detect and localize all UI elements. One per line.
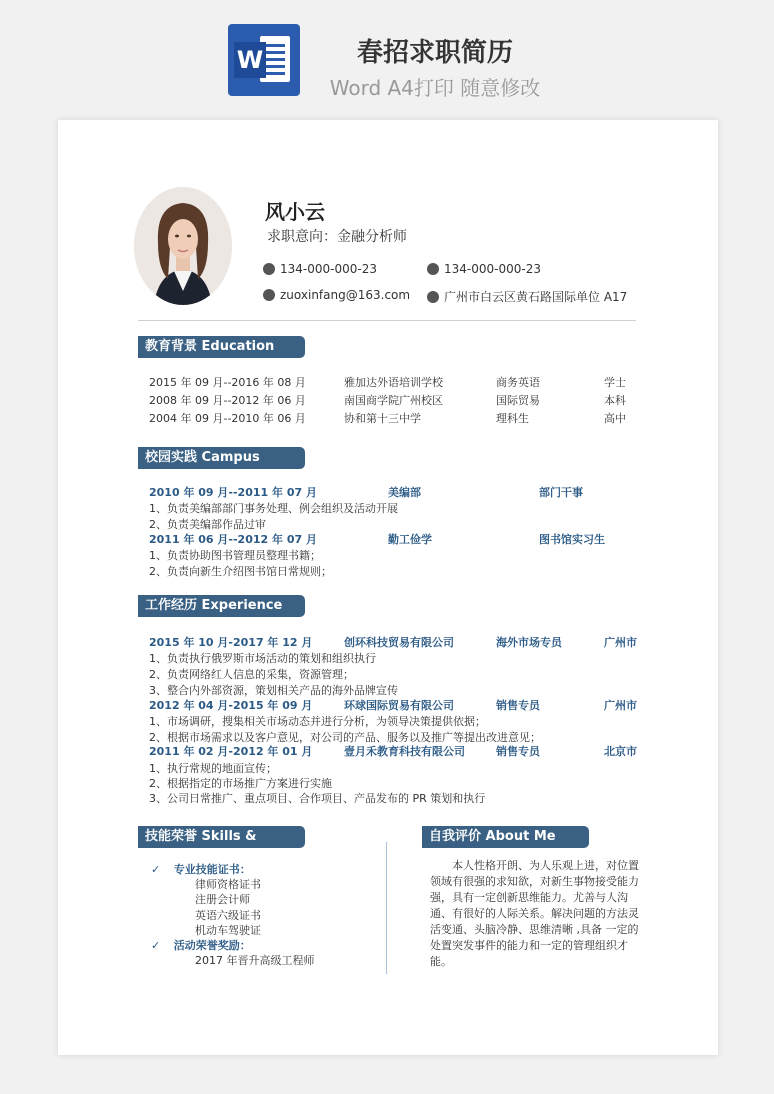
work-1-period: 2015 年 10 月-2017 年 12 月 — [149, 636, 313, 649]
address-text: 广州市白云区黄石路国际单位 A17 — [444, 290, 628, 304]
work-2-item-1: 1、市场调研，搜集相关市场动态并进行分析，为领导决策提供依据； — [149, 715, 486, 728]
work-1-role: 海外市场专员 — [496, 636, 562, 649]
phone-2 — [427, 262, 541, 276]
check-icon: ✓ — [151, 939, 161, 952]
campus-1-period: 2010 年 09 月--2011 年 07 月 — [149, 486, 317, 499]
work-3-period: 2011 年 02 月-2012 年 01 月 — [149, 745, 313, 758]
campus-2-period: 2011 年 06 月--2012 年 07 月 — [149, 533, 317, 546]
wechat-icon — [427, 263, 439, 275]
edu-3-major: 理科生 — [496, 412, 529, 425]
job-intent: 求职意向：金融分析师 — [267, 229, 407, 245]
edu-1-degree: 学士 — [604, 376, 626, 389]
campus-1-role: 部门干事 — [539, 486, 583, 499]
work-1-item-1: 1、负责执行俄罗斯市场活动的策划和组织执行 — [149, 652, 376, 665]
skills-group-1 — [151, 861, 251, 877]
resume-page — [58, 120, 718, 1055]
work-3-company: 壹月禾教育科技有限公司 — [344, 745, 465, 758]
skills-group-2-label: 活动荣誉奖励： — [173, 939, 251, 952]
banner-title: 春招求职简历 — [356, 38, 513, 68]
work-3-role: 销售专员 — [496, 745, 540, 758]
work-1-item-2: 2、负责网络红人信息的采集，资源管理； — [149, 668, 354, 681]
edu-3-school: 协和第十三中学 — [344, 412, 421, 425]
location-icon — [427, 291, 439, 303]
word-logo-icon — [228, 24, 300, 96]
work-3-item-1: 1、执行常规的地面宣传； — [149, 762, 277, 775]
email — [263, 288, 410, 302]
column-divider — [386, 842, 387, 974]
work-2-role: 销售专员 — [496, 699, 540, 712]
campus-1-item-1: 1、负责美编部部门事务处理、例会组织及活动开展 — [149, 502, 398, 515]
candidate-name: 风小云 — [265, 200, 325, 224]
campus-2-role: 图书馆实习生 — [539, 533, 605, 546]
header-divider — [138, 320, 636, 321]
campus-2-org: 勤工俭学 — [388, 533, 432, 546]
edu-1-major: 商务英语 — [496, 376, 540, 389]
work-3-city: 北京市 — [604, 745, 637, 758]
phone-icon — [263, 263, 275, 275]
work-2-city: 广州市 — [604, 699, 637, 712]
phone-1 — [263, 262, 377, 276]
edu-2-period: 2008 年 09 月--2012 年 06 月 — [149, 394, 306, 407]
award-item-1: 2017 年晋升高级工程师 — [195, 954, 315, 967]
section-experience: 工作经历 Experience — [138, 595, 305, 617]
skills-group-1-label: 专业技能证书： — [173, 863, 251, 876]
work-2-company: 环球国际贸易有限公司 — [344, 699, 454, 712]
campus-2-item-1: 1、负责协助图书管理员整理书籍； — [149, 549, 321, 562]
skill-item-1: 律师资格证书 — [195, 878, 261, 891]
section-about: 自我评价 About Me — [422, 826, 589, 848]
edu-1-period: 2015 年 09 月--2016 年 08 月 — [149, 376, 306, 389]
work-2-period: 2012 年 04 月-2015 年 09 月 — [149, 699, 313, 712]
check-icon: ✓ — [151, 863, 161, 876]
page-header — [0, 0, 774, 110]
address — [427, 288, 627, 305]
work-1-company: 创环科技贸易有限公司 — [344, 636, 454, 649]
phone-2-text: 134-000-000-23 — [444, 262, 541, 276]
edu-2-degree: 本科 — [604, 394, 626, 407]
edu-3-degree: 高中 — [604, 412, 626, 425]
phone-1-text: 134-000-000-23 — [280, 262, 377, 276]
section-campus: 校园实践 Campus Practice — [138, 447, 305, 469]
mail-icon — [263, 289, 275, 301]
section-education: 教育背景 Education — [138, 336, 305, 358]
edu-2-major: 国际贸易 — [496, 394, 540, 407]
avatar — [134, 187, 232, 305]
section-skills: 技能荣誉 Skills & Award — [138, 826, 305, 848]
campus-1-item-2: 2、负责美编部作品过审 — [149, 518, 266, 531]
campus-2-item-2: 2、负责向新生介绍图书馆日常规则； — [149, 565, 332, 578]
work-3-item-2: 2、根据指定的市场推广方案进行实施 — [149, 777, 332, 790]
edu-3-period: 2004 年 09 月--2010 年 06 月 — [149, 412, 306, 425]
skill-item-3: 英语六级证书 — [195, 909, 261, 922]
work-1-item-3: 3、整合内外部资源，策划相关产品的海外品牌宣传 — [149, 684, 398, 697]
work-3-item-3: 3、公司日常推广、重点项目、合作项目、产品发布的 PR 策划和执行 — [149, 792, 486, 805]
edu-2-school: 南国商学院广州校区 — [344, 394, 443, 407]
about-text: 本人性格开朗、为人乐观上进，对位置领域有很强的求知欲，对新生事物接受能力强，具有一定创新思维能力。尤善与人沟通、有很好的人际关系。解决问题的方法灵活变通、头脑冷静、思维清晰 ,具备 一定的处置突发事件的能力和一定的管理组织才能。 — [430, 859, 639, 968]
logo-letter: W — [234, 42, 266, 78]
skill-item-4: 机动车驾驶证 — [195, 924, 261, 937]
campus-1-org: 美编部 — [388, 486, 421, 499]
banner-subtitle: Word A4打印 随意修改 — [329, 76, 541, 100]
skills-group-2 — [151, 937, 251, 953]
work-1-city: 广州市 — [604, 636, 637, 649]
skill-item-2: 注册会计师 — [195, 893, 250, 906]
edu-1-school: 雅加达外语培训学校 — [344, 376, 443, 389]
email-text: zuoxinfang@163.com — [280, 288, 411, 302]
avatar-portrait — [134, 187, 232, 305]
work-2-item-2: 2、根据市场需求以及客户意见，对公司的产品、服务以及推广等提出改进意见； — [149, 731, 541, 744]
